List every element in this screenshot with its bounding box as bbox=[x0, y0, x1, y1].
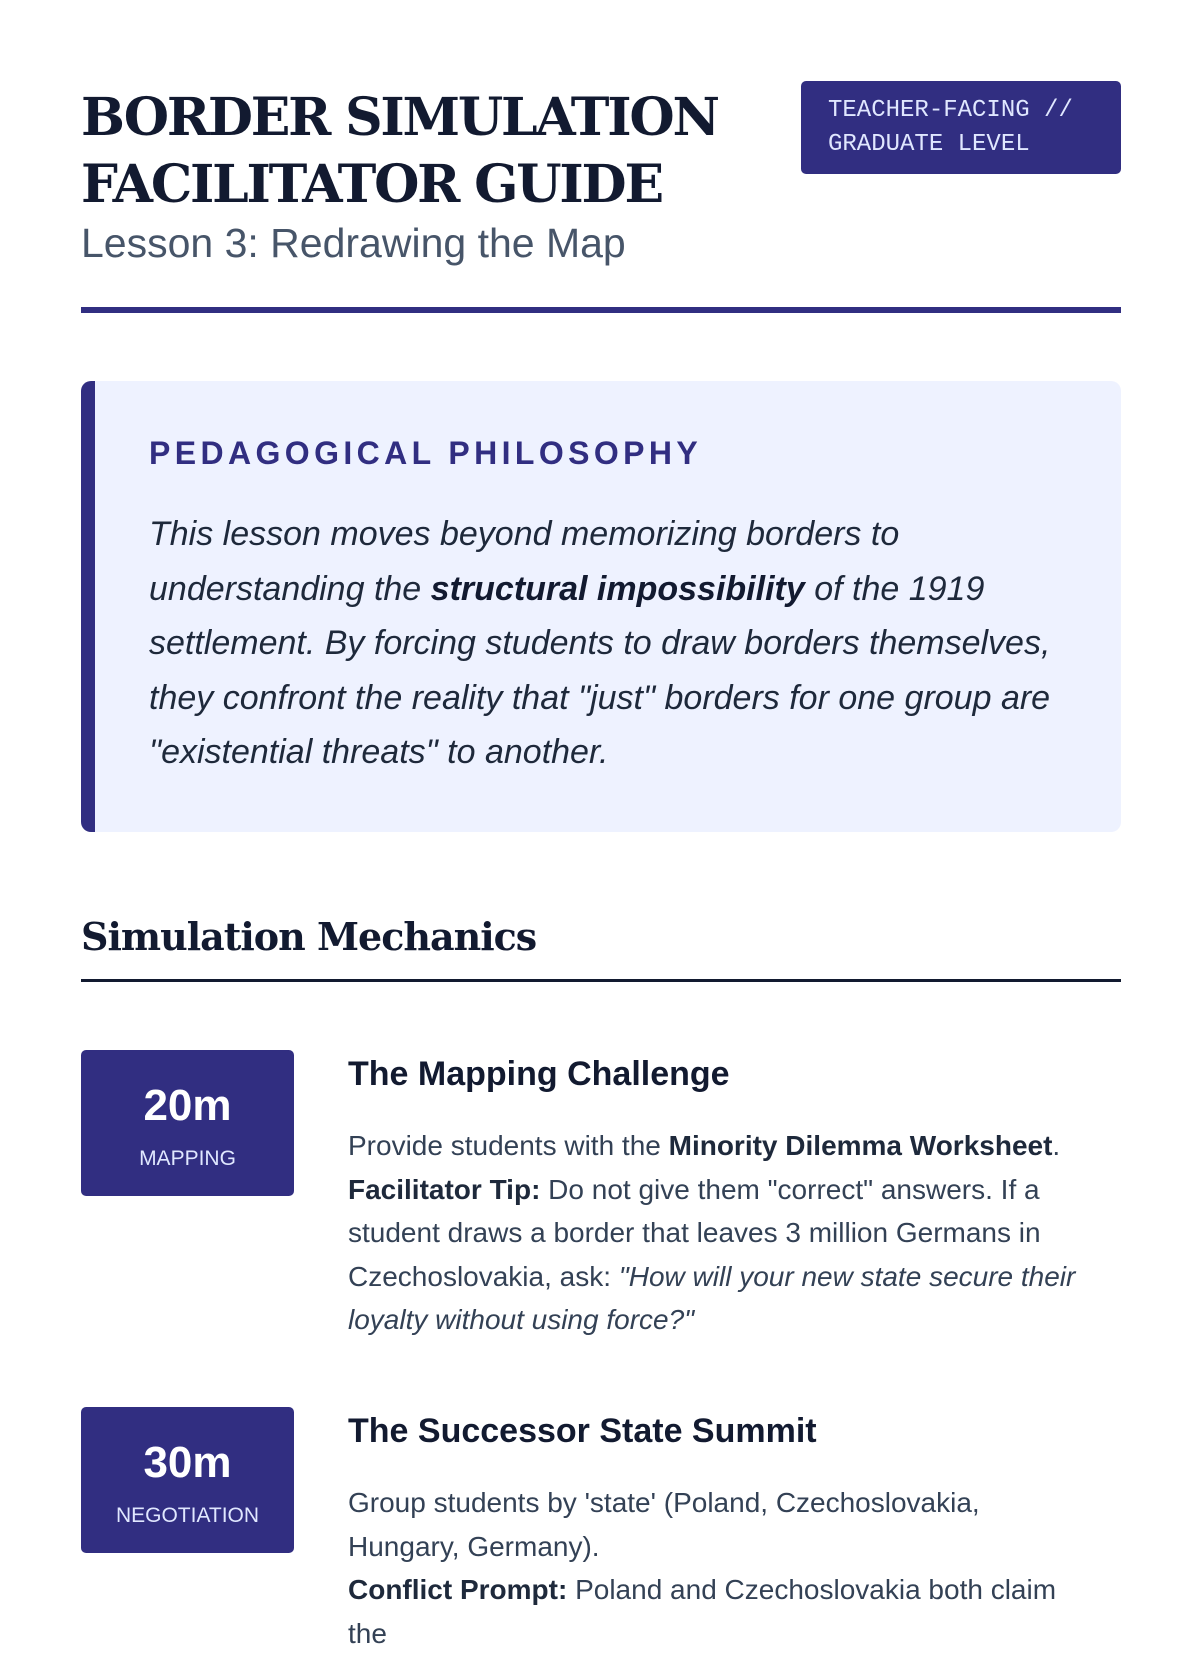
duration-value: 30m bbox=[143, 1438, 232, 1487]
activity-intro-end: . bbox=[1052, 1130, 1061, 1161]
facilitator-guide-page bbox=[81, 0, 1121, 1649]
activity-intro: Group students by 'state' (Poland, Czechoslovakia, Hungary, Germany). bbox=[348, 1487, 980, 1562]
activity-intro: Provide students with the bbox=[348, 1130, 669, 1161]
philosophy-text-start: This lesson moves beyond memorizing borders to understanding the bbox=[149, 515, 900, 608]
header-divider bbox=[81, 307, 1121, 313]
duration-badge bbox=[81, 1407, 294, 1553]
activity-title: The Mapping Challenge bbox=[348, 1055, 730, 1093]
philosophy-text bbox=[149, 507, 1079, 780]
activity-description bbox=[348, 1124, 1096, 1342]
philosophy-text-emphasis: structural impossibility bbox=[430, 569, 805, 608]
facilitator-tip-label: Facilitator Tip: bbox=[348, 1173, 541, 1205]
pedagogical-philosophy-callout bbox=[81, 381, 1121, 832]
section-divider bbox=[81, 979, 1121, 982]
philosophy-text-end: of the 1919 settlement. By forcing students to draw borders themselves, they confront the reality that "just" borders for one group are "existential threats" to another. bbox=[149, 569, 1051, 771]
duration-badge bbox=[81, 1050, 294, 1196]
page-title-line-1: BORDER SIMULATION bbox=[81, 87, 718, 148]
conflict-prompt-text: Poland and Czechoslovakia both claim the bbox=[348, 1574, 1057, 1649]
duration-label: MAPPING bbox=[139, 1147, 236, 1170]
audience-badge bbox=[801, 81, 1121, 174]
duration-value: 20m bbox=[143, 1081, 232, 1130]
duration-label: NEGOTIATION bbox=[115, 1504, 260, 1527]
facilitator-tip-text: Do not give them "correct" answers. If a student draws a border that leaves 3 million Germans in Czechoslovakia, ask: bbox=[348, 1173, 1041, 1292]
section-title-simulation-mechanics: Simulation Mechanics bbox=[81, 914, 537, 959]
audience-badge-line-2: GRADUATE LEVEL bbox=[828, 131, 1030, 158]
audience-badge-line-1: TEACHER-FACING // bbox=[828, 97, 1073, 124]
page-title bbox=[81, 84, 761, 218]
philosophy-heading: PEDAGOGICAL PHILOSOPHY bbox=[149, 435, 703, 471]
lesson-subtitle: Lesson 3: Redrawing the Map bbox=[81, 220, 626, 266]
activity-description bbox=[348, 1481, 1096, 1655]
facilitator-tip-question: "How will your new state secure their loyalty without using force?" bbox=[348, 1260, 1076, 1335]
activity-title: The Successor State Summit bbox=[348, 1412, 817, 1450]
worksheet-name: Minority Dilemma Worksheet bbox=[668, 1130, 1053, 1161]
conflict-prompt-label: Conflict Prompt: bbox=[348, 1574, 568, 1605]
page-title-line-2: FACILITATOR GUIDE bbox=[81, 154, 662, 215]
